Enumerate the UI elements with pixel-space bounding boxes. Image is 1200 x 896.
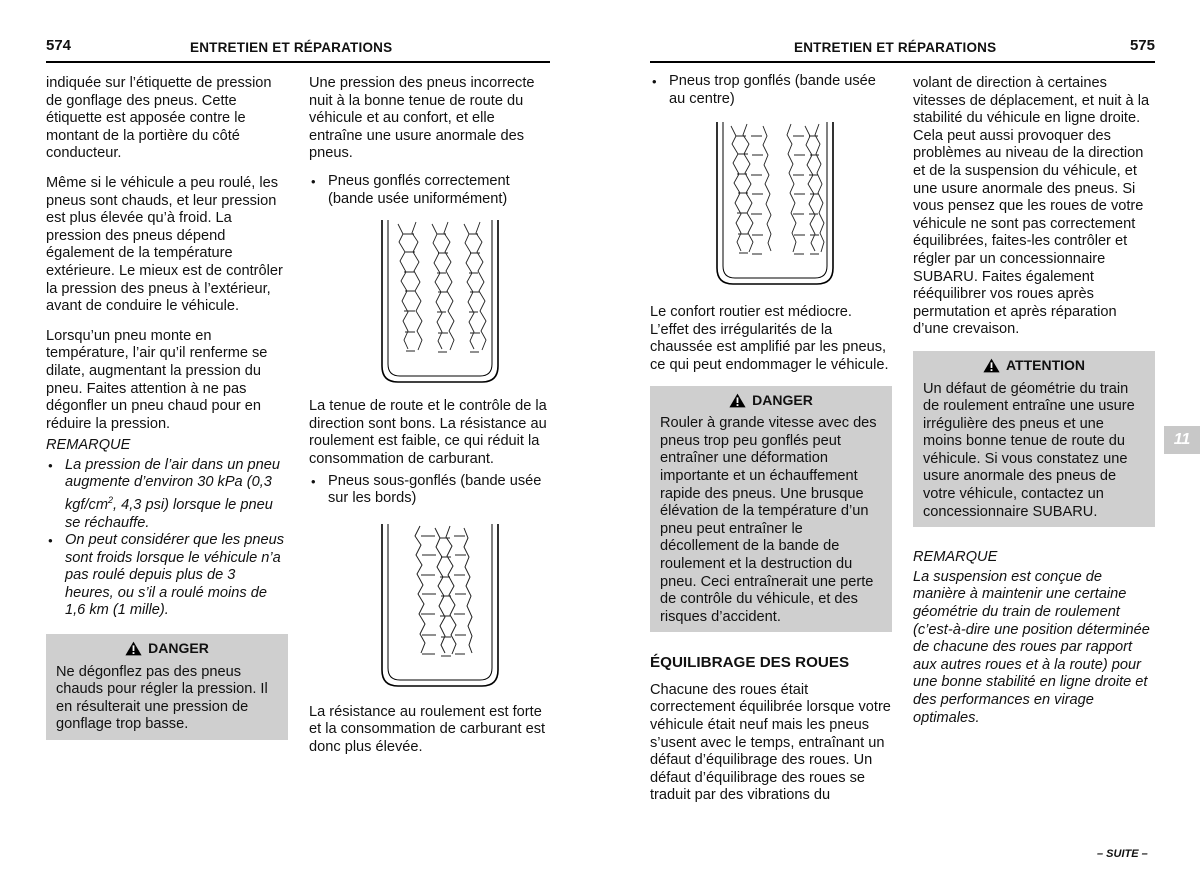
page-header-title: ENTRETIEN ET RÉPARATIONS xyxy=(190,40,393,55)
paragraph: Même si le véhicule a peu roulé, les pneus sont chauds, et leur pression est plus élevée qu’à froid. La pression des pneus dépend également de la température extérieure. Le mieux est de contrôler la pression des pneus à l’extérieur, avant de conduire le véhicule. xyxy=(46,174,283,315)
paragraph: volant de direction à certaines vitesses de déplacement, et nuit à la stabilité du véhicule en ligne droite. Cela peut aussi provoquer des problèmes au niveau de la direction et de la suspension du véhicule, et une usure anormale des pneus. Si vous pensez que les roues de votre véhicule ne sont pas correctement équilibrées, faites-les contrôler et régler par un concessionnaire SUBARU. Faites également rééquilibrer vos roues après permutation et après réparation d’une crevaison. xyxy=(913,75,1150,338)
chapter-tab: 11 xyxy=(1164,426,1200,454)
left-page-column-2 xyxy=(309,75,551,769)
tire-bullet-under-inflated: • Pneus sous-gonflés (bande usée sur les bords) xyxy=(309,473,551,508)
danger-title: DANGER xyxy=(660,392,882,410)
tire-bullet-over-inflated: • Pneus trop gonflés (bande usée au centre) xyxy=(650,73,892,108)
remark-list xyxy=(46,457,288,620)
tire-tread-center-wear-illustration xyxy=(715,120,835,286)
paragraph: La résistance au roulement est forte et la consommation de carburant est donc plus élevée. xyxy=(309,703,546,755)
paragraph: indiquée sur l’étiquette de pression de gonflage des pneus. Cette étiquette est apposée contre le montant de la portière du côté conducteur. xyxy=(46,75,272,162)
danger-box xyxy=(46,634,288,740)
remark-label: REMARQUE xyxy=(46,437,131,454)
section-title: ÉQUILIBRAGE DES ROUES xyxy=(650,654,850,672)
danger-text: Rouler à grande vitesse avec des pneus trop peu gonflés peut entraîner une déformation importante et un échauffement rapide des pneus. Une brusque élévation de la température d’un pneu peut entraîner le décollement de la bande de roulement et la destruction du pneu. Ceci entraînerait une perte de contrôle du véhicule, et des risques d’accident. xyxy=(660,415,877,625)
right-page-column-1 xyxy=(650,73,892,817)
continued-label: – SUITE – xyxy=(1097,848,1148,860)
page-number: 575 xyxy=(1129,37,1155,54)
page-number: 574 xyxy=(46,37,72,54)
paragraph: Le confort routier est médiocre. L’effet des irrégularités de la chaussée est amplifié par les pneus, ce qui peut endommager le véhicule. xyxy=(650,304,889,373)
right-page-column-2 xyxy=(913,75,1155,739)
attention-title: ATTENTION xyxy=(923,357,1145,375)
left-page-header xyxy=(46,37,550,63)
tire-tread-edge-wear-illustration xyxy=(380,522,500,688)
tire-tread-even-wear-illustration xyxy=(380,218,500,384)
paragraph: Une pression des pneus incorrecte nuit à la bonne tenue de route du véhicule et au confort, et elle entraîne une usure anormale des pneus. xyxy=(309,75,535,162)
warning-icon xyxy=(729,393,746,408)
remark-text: La suspension est conçue de manière à maintenir une certaine géométrie du train de roulement (c’est-à-dire une position déterminée de chacune des roues par rapport aux autres roues et à la route) pour une bonne stabilité en ligne droite et des performances en virage optimales. xyxy=(913,568,1150,726)
danger-box xyxy=(650,386,892,633)
attention-box xyxy=(913,351,1155,527)
right-page-header xyxy=(650,37,1155,63)
paragraph: La tenue de route et le contrôle de la direction sont bons. La résistance au roulement est faible, ce qui réduit la consommation de carburant. xyxy=(309,398,547,467)
tire-bullet-correct: • Pneus gonflés correctement (bande usée uniformément) xyxy=(309,173,551,208)
warning-icon xyxy=(125,641,142,656)
paragraph: Lorsqu’un pneu monte en température, l’air qu’il renferme se dilate, augmentant la pression du pneu. Faites attention à ne pas dégonfler un pneu chaud pour en réduire la pression. xyxy=(46,327,268,432)
attention-text: Un défaut de géométrie du train de roulement entraîne une usure irrégulière des pneus et une moins bonne tenue de route du véhicule. Si vous constatez une usure anormale des pneus de votre véhicule, contactez un concessionnaire SUBARU. xyxy=(923,380,1135,520)
remark-label: REMARQUE xyxy=(913,549,998,566)
warning-icon xyxy=(983,358,1000,373)
danger-title: DANGER xyxy=(56,640,278,658)
page-header-title: ENTRETIEN ET RÉPARATIONS xyxy=(794,40,997,55)
left-page-column-1 xyxy=(46,75,288,740)
danger-text: Ne dégonflez pas des pneus chauds pour régler la pression. Il en résulterait une pression de gonflage trop basse. xyxy=(56,663,268,733)
paragraph: Chacune des roues était correctement équilibrée lorsque votre véhicule était neuf mais les pneus s’usent avec le temps, entraînant un défaut d’équilibrage des roues. Un défaut d’équilibrage des roues se traduit par des vibrations du xyxy=(650,681,891,804)
remark-item: • La pression de l’air dans un pneu augmente d’environ 30 kPa (0,3 kgf/$cm^2$, 4,3 psi) lorsque le pneu se réchauffe. xyxy=(46,457,288,532)
remark-item: • On peut considérer que les pneus sont froids lorsque le véhicule n’a pas roulé depuis plus de 3 heures, ou s’il a roulé moins de 1,6 km (1 mille). xyxy=(46,532,288,620)
